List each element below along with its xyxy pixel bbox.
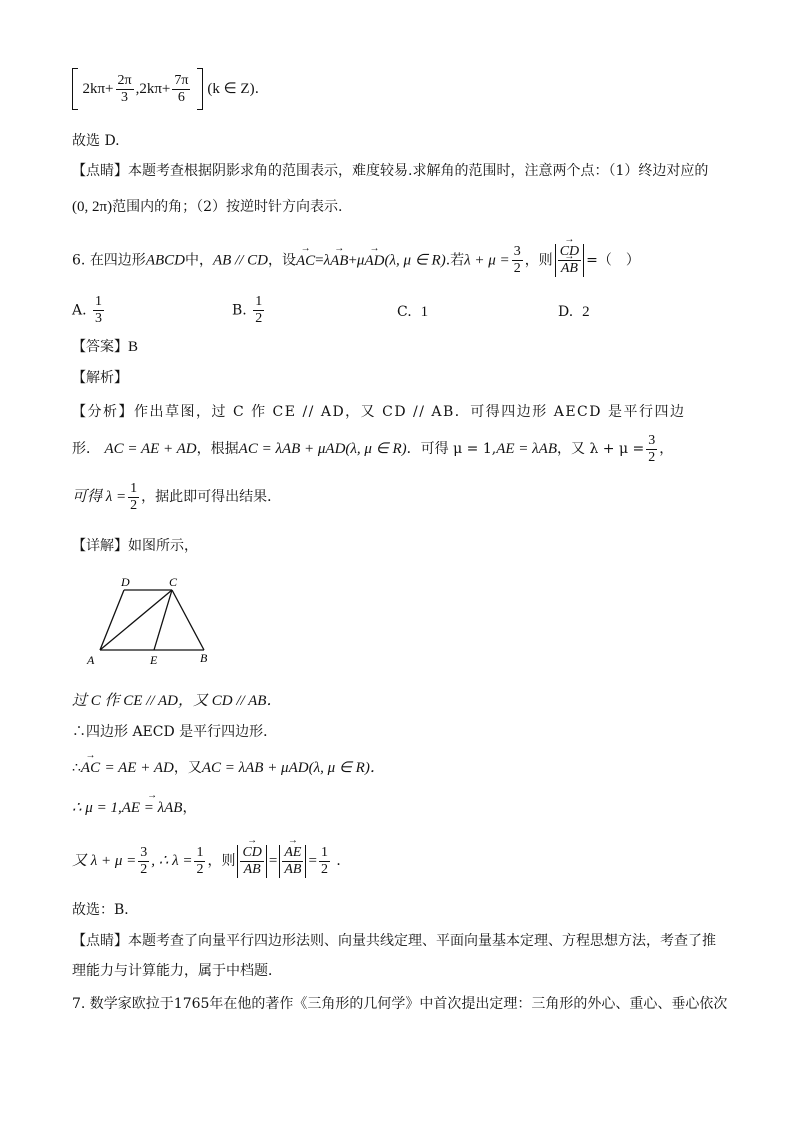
option-a[interactable]: A. $\frac{1}{3}$: [72, 294, 103, 326]
step-5: 又 λ + μ = $\frac{3}{2}$ , ∴ λ = $\frac{1}{2}$ ，则 → $\frac{CD}{AB}$ = → $\frac{AE}{AB}$ = $\frac{1}{2}$ ．: [72, 832, 350, 890]
label-b: B: [200, 651, 208, 665]
label-a: A: [87, 653, 95, 667]
choose-d: 故选 D.: [72, 133, 120, 149]
question-7: 7. 数学家欧拉于1765年在他的著作《三角形的几何学》中首次提出定理：三角形的外心、重心、垂心依次: [72, 996, 728, 1012]
interval-term-1: 2kπ+: [82, 81, 114, 97]
interval-line: 2kπ+ $\frac{2\pi}{3}$ ,2kπ+ $\frac{7\pi}{6}$ (k ∈ Z).: [72, 68, 259, 110]
option-b[interactable]: B. $\frac{1}{2}$: [232, 294, 263, 326]
label-d: D: [121, 575, 130, 589]
option-d[interactable]: D. 2: [558, 304, 590, 320]
step-3: ∴→ AC = AE + AD，又AC = λAB + μAD(λ, μ ∈ R)．: [72, 758, 385, 778]
analysis-line-2: 形． AC = AE + AD，根据AC = λAB + μAD(λ, μ ∈ R)．可得 μ = 1,AE = λAB，又 λ + μ = $\frac{3}{2}$ ，: [72, 432, 674, 465]
answer-line: 【答案】B: [72, 339, 139, 355]
trapezoid-figure: [84, 574, 224, 670]
ratio-cd-ab: → CD → AB: [555, 244, 584, 277]
choose-b: 故选：B．: [72, 902, 139, 918]
step-1: 过 C 作 CE // AD，又 CD // AB．: [72, 693, 282, 709]
analysis-line-1: 【分析】作出草图，过 C 作 CE // AD，又 CD // AB．可得四边形 AECD 是平行四边: [72, 404, 686, 420]
step-4: ∴ μ = 1,→ AE = λAB，: [72, 798, 196, 818]
analysis-line-3: 可得 λ = $\frac{1}{2}$ ，据此即可得出结果．: [72, 480, 282, 513]
fraction-7pi-6: $\frac{7\pi}{6}$: [174, 72, 189, 105]
options-row: [72, 294, 752, 334]
comment-1-line-1: 【点睛】本题考查根据阴影求角的范围表示，难度较易.求解角的范围时，注意两个点：（1）终边对应的: [72, 163, 709, 179]
fraction-2pi-3: $\frac{2\pi}{3}$: [117, 72, 132, 105]
label-c: C: [169, 575, 178, 589]
left-bracket: [72, 68, 78, 110]
label-e: E: [150, 653, 158, 667]
step-2: ∴四边形 AECD 是平行四边形．: [72, 724, 278, 740]
interval-term-2: 2kπ+: [139, 81, 171, 97]
interval-condition: (k ∈ Z): [207, 81, 255, 97]
comment-1-line-2: (0, 2π)范围内的角；（2）按逆时针方向表示.: [72, 199, 343, 215]
option-c[interactable]: C. 1: [397, 304, 429, 320]
comment-2-line-1: 【点睛】本题考查了向量平行四边形法则、向量共线定理、平面向量基本定理、方程思想方法，考查了推: [72, 933, 716, 949]
right-bracket: [197, 68, 203, 110]
detail-line: 【详解】如图所示，: [72, 538, 198, 554]
comment-2-line-2: 理能力与计算能力，属于中档题．: [72, 963, 282, 979]
analysis-header: 【解析】: [72, 370, 128, 386]
question-6: 6. 在四边形ABCD中，AB // CD，设→ AC=λ→ AB+μ→ AD(λ, μ ∈ R).若λ + μ = $\frac{3}{2}$ ，则 → CD → AB =（ ）: [72, 244, 640, 277]
